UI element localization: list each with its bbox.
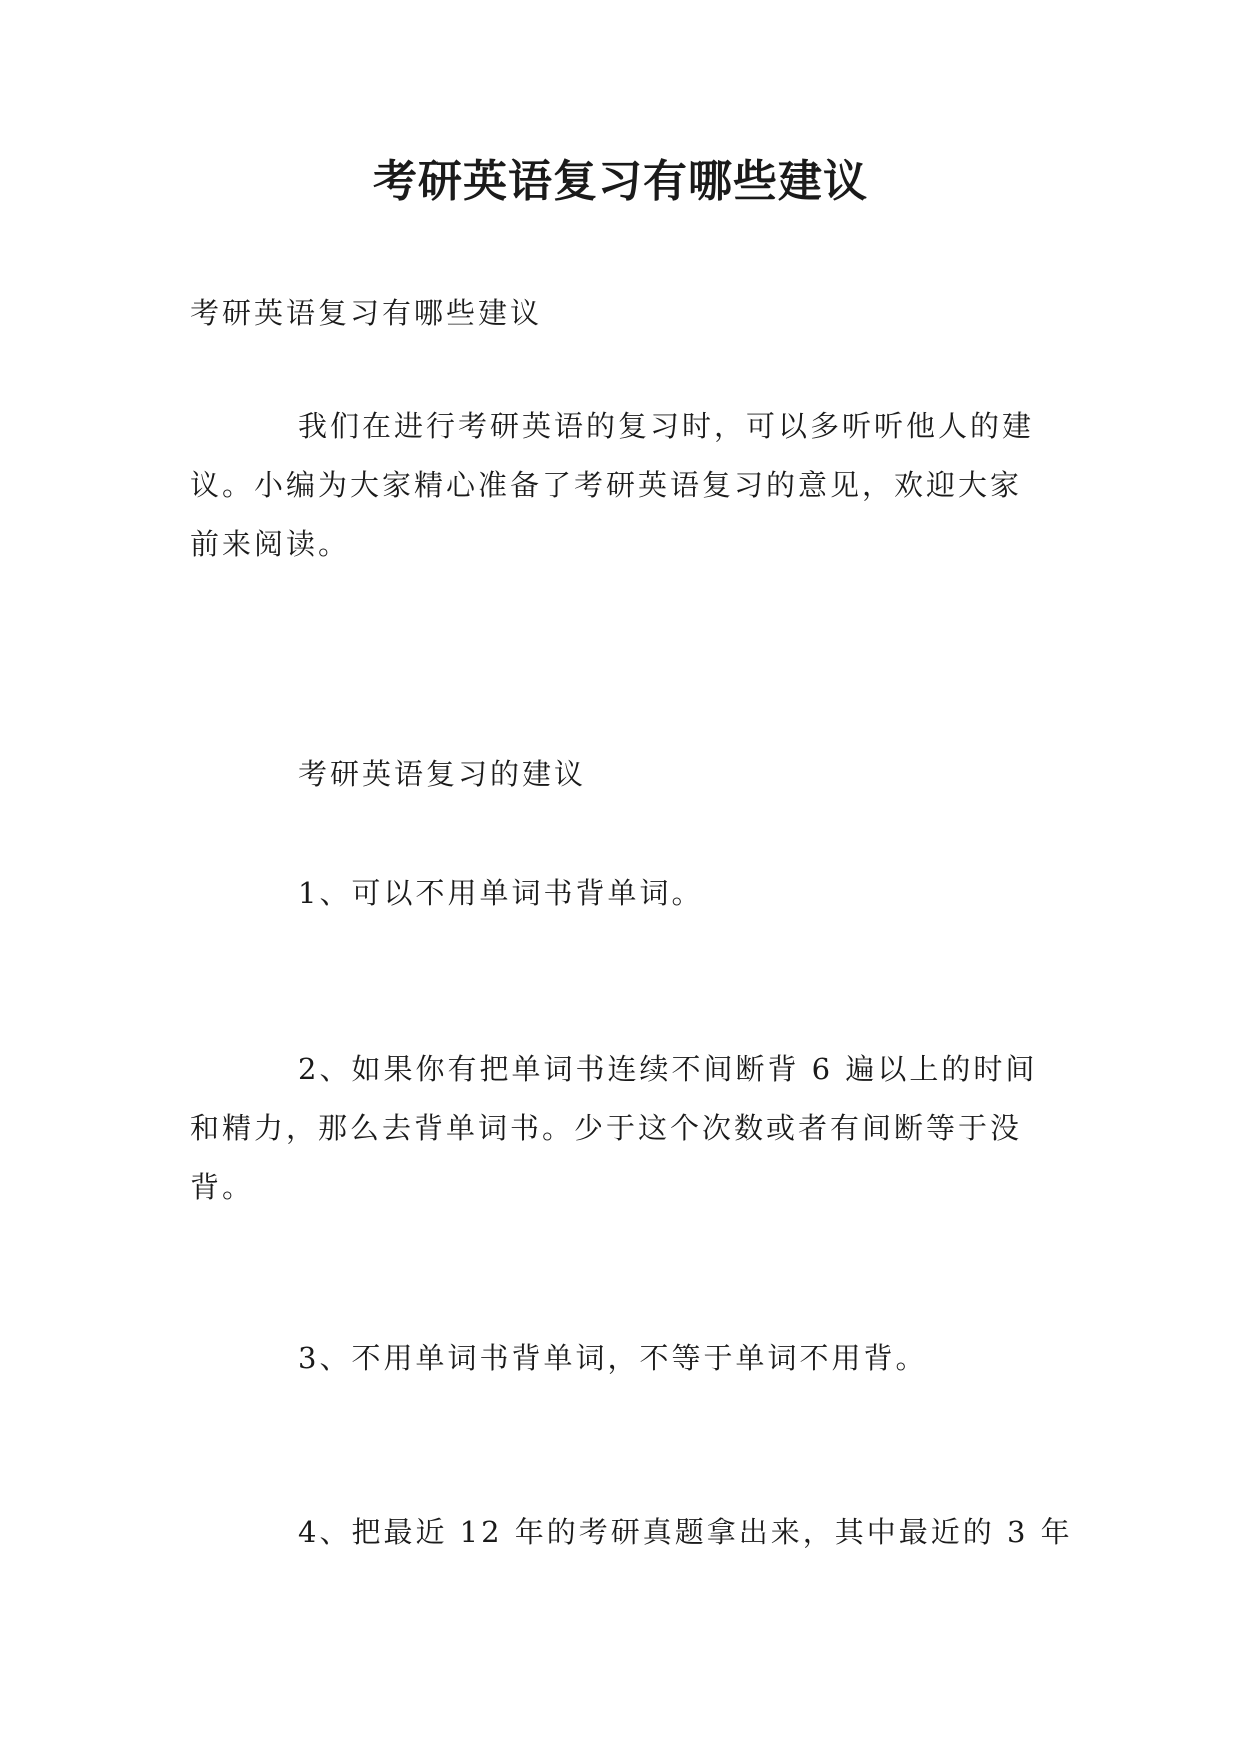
intro-paragraph	[190, 397, 1055, 574]
intro-line-2: 议。小编为大家精心准备了考研英语复习的意见，欢迎大家	[190, 468, 1023, 502]
list-item-2-line-1: 2、如果你有把单词书连续不间断背 6 遍以上的时间	[298, 1052, 1038, 1086]
intro-line-3: 前来阅读。	[190, 527, 351, 561]
list-item-2-line-2: 和精力，那么去背单词书。少于这个次数或者有间断等于没	[190, 1111, 1023, 1145]
list-item-4: 4、把最近 12 年的考研真题拿出来，其中最近的 3 年	[298, 1515, 1073, 1549]
subtitle-line: 考研英语复习有哪些建议	[190, 296, 543, 330]
section-heading: 考研英语复习的建议	[298, 757, 587, 791]
list-item-2	[190, 1040, 1055, 1217]
list-item-3: 3、不用单词书背单词，不等于单词不用背。	[298, 1341, 928, 1375]
list-item-1: 1、可以不用单词书背单词。	[298, 876, 704, 910]
document-title: 考研英语复习有哪些建议	[373, 156, 868, 207]
intro-line-1: 我们在进行考研英语的复习时，可以多听听他人的建	[298, 409, 1035, 443]
list-item-2-line-3: 背。	[190, 1170, 255, 1204]
